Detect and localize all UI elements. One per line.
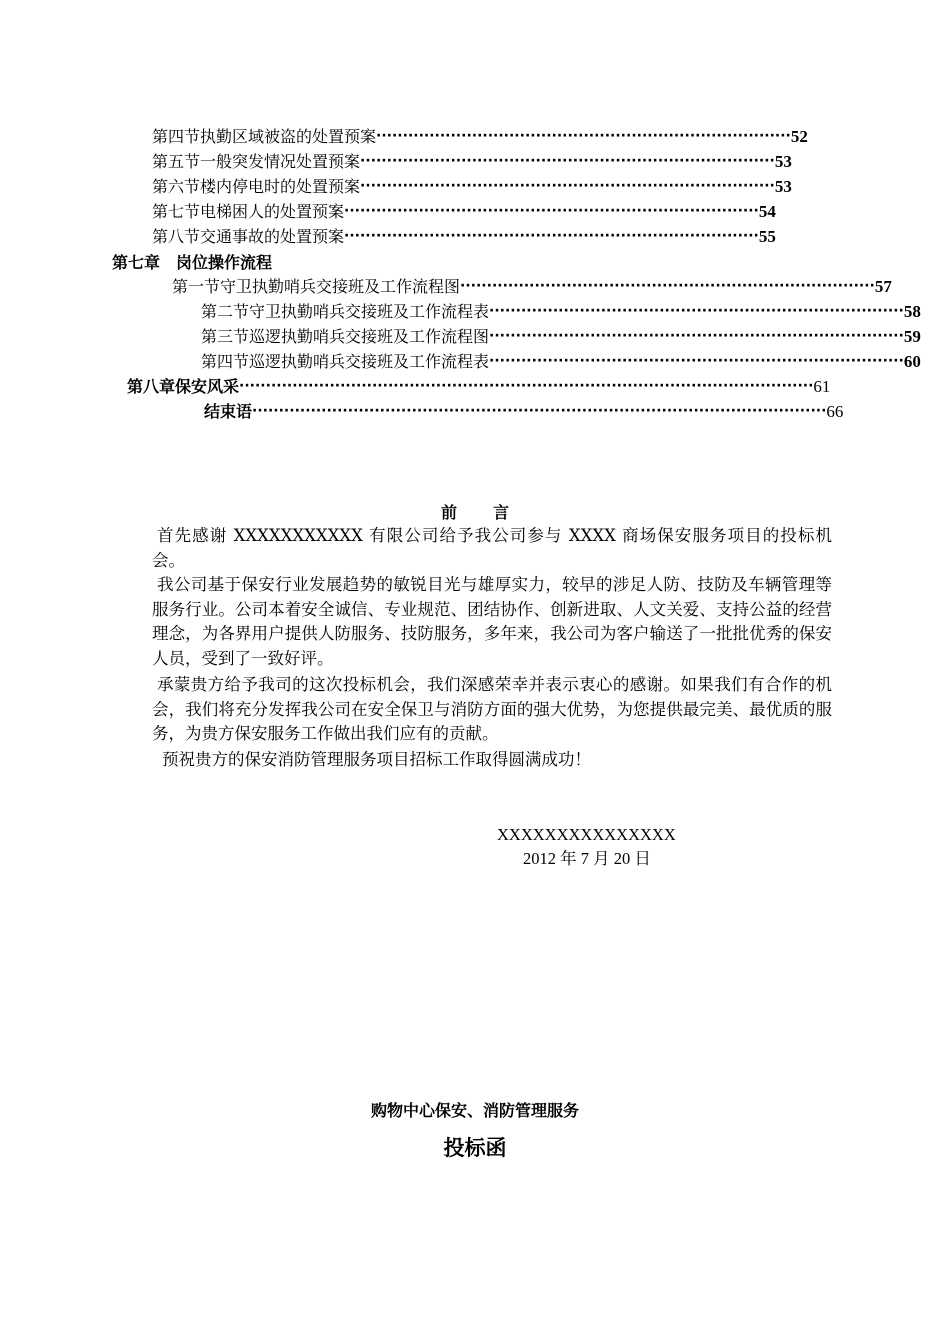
preface-paragraph: 首先感谢 XXXXXXXXXXX 有限公司给予我公司参与 XXXX 商场保安服务项目的投标机会。 [152,526,832,570]
toc-page-number: 61 [813,377,831,396]
toc-leader: ·············································································· [460,278,875,294]
toc-leader: ·············································································· [344,203,759,219]
toc-section-title: 执勤区域被盗的处置预案 [200,127,377,146]
toc-leader: ·············································································· [360,178,775,194]
toc-chapter-heading [127,374,831,399]
toc-entry [201,349,921,374]
toc-leader: ·············································································· [489,303,904,319]
toc-page-number: 55 [758,227,776,246]
toc-leader: ············································································································ [239,378,814,394]
toc-entry [152,224,776,249]
toc-page-number: 60 [903,352,921,371]
toc-section-title: 一般突发情况处置预案 [200,152,361,171]
toc-section-title: 楼内停电时的处置预案 [200,177,361,196]
toc-page-number: 57 [874,277,892,296]
cover-title: 投标函 [443,1136,507,1160]
toc-page-number: 53 [774,177,792,196]
toc-section-title: 守卫执勤哨兵交接班及工作流程表 [249,302,490,321]
signature-company: XXXXXXXXXXXXXXX [497,825,676,844]
toc-leader: ·············································································· [344,228,759,244]
toc-entry [201,299,921,324]
toc-section-title: 巡逻执勤哨兵交接班及工作流程表 [249,352,490,371]
toc-chapter-title: 岗位操作流程 [176,253,273,272]
toc-page-number: 59 [903,327,921,346]
toc-section-number: 第六节 [152,177,201,196]
toc-section-number: 第四节 [152,127,201,146]
signature-date: 2012 年 7 月 20 日 [523,849,651,868]
toc-entry [152,199,776,224]
toc-entry [201,324,921,349]
toc-entry [152,124,808,149]
toc-leader: ·············································································· [360,153,775,169]
toc-chapter-heading [112,250,272,275]
toc-section-number: 第三节 [201,327,250,346]
toc-leader: ············································································································ [252,403,827,419]
toc-section-title: 交通事故的处置预案 [200,227,345,246]
toc-chapter-title: 保安风采 [175,377,240,396]
preface-paragraph: 预祝贵方的保安消防管理服务项目招标工作取得圆满成功！ [162,750,591,769]
toc-chapter-heading [204,399,844,424]
preface-paragraph: 承蒙贵方给予我司的这次投标机会，我们深感荣幸并表示衷心的感谢。如果我们有合作的机会，我们将充分发挥我公司在安全保卫与消防方面的强大优势，为您提供最完美、最优质的服务，为贵方保安服务工作做出我们应有的贡献。 [152,675,832,743]
toc-ending-title: 结束语 [204,402,253,421]
toc-section-number: 第五节 [152,152,201,171]
toc-section-number: 第一节 [172,277,221,296]
toc-section-title: 电梯困人的处置预案 [200,202,345,221]
toc-page-number: 66 [826,402,844,421]
toc-page-number: 53 [774,152,792,171]
preface-paragraph: 我公司基于保安行业发展趋势的敏锐目光与雄厚实力，较早的涉足人防、技防及车辆管理等服务行业。公司本着安全诚信、专业规范、团结协作、创新进取、人文关爱、支持公益的经营理念，为各界用户提供人防服务、技防服务，多年来，我公司为客户输送了一批批优秀的保安人员，受到了一致好评。 [152,575,832,668]
preface-title: 前言 [440,503,545,522]
toc-page-number: 54 [758,202,776,221]
toc-section-number: 第八节 [152,227,201,246]
toc-entry [152,174,792,199]
toc-entry [152,149,792,174]
toc-page-number: 58 [903,302,921,321]
toc-leader: ·············································································· [489,328,904,344]
toc-leader: ·············································································· [376,128,791,144]
toc-section-title: 守卫执勤哨兵交接班及工作流程图 [220,277,461,296]
toc-section-title: 巡逻执勤哨兵交接班及工作流程图 [249,327,490,346]
toc-leader: ·············································································· [489,353,904,369]
cover-subtitle: 购物中心保安、消防管理服务 [370,1101,579,1120]
toc-entry [172,274,892,299]
toc-section-number: 第四节 [201,352,250,371]
toc-section-number: 第七节 [152,202,201,221]
toc-section-number: 第二节 [201,302,250,321]
toc-chapter-number: 第八章 [127,377,176,396]
toc-chapter-number: 第七章 [112,253,161,272]
toc-page-number: 52 [790,127,808,146]
